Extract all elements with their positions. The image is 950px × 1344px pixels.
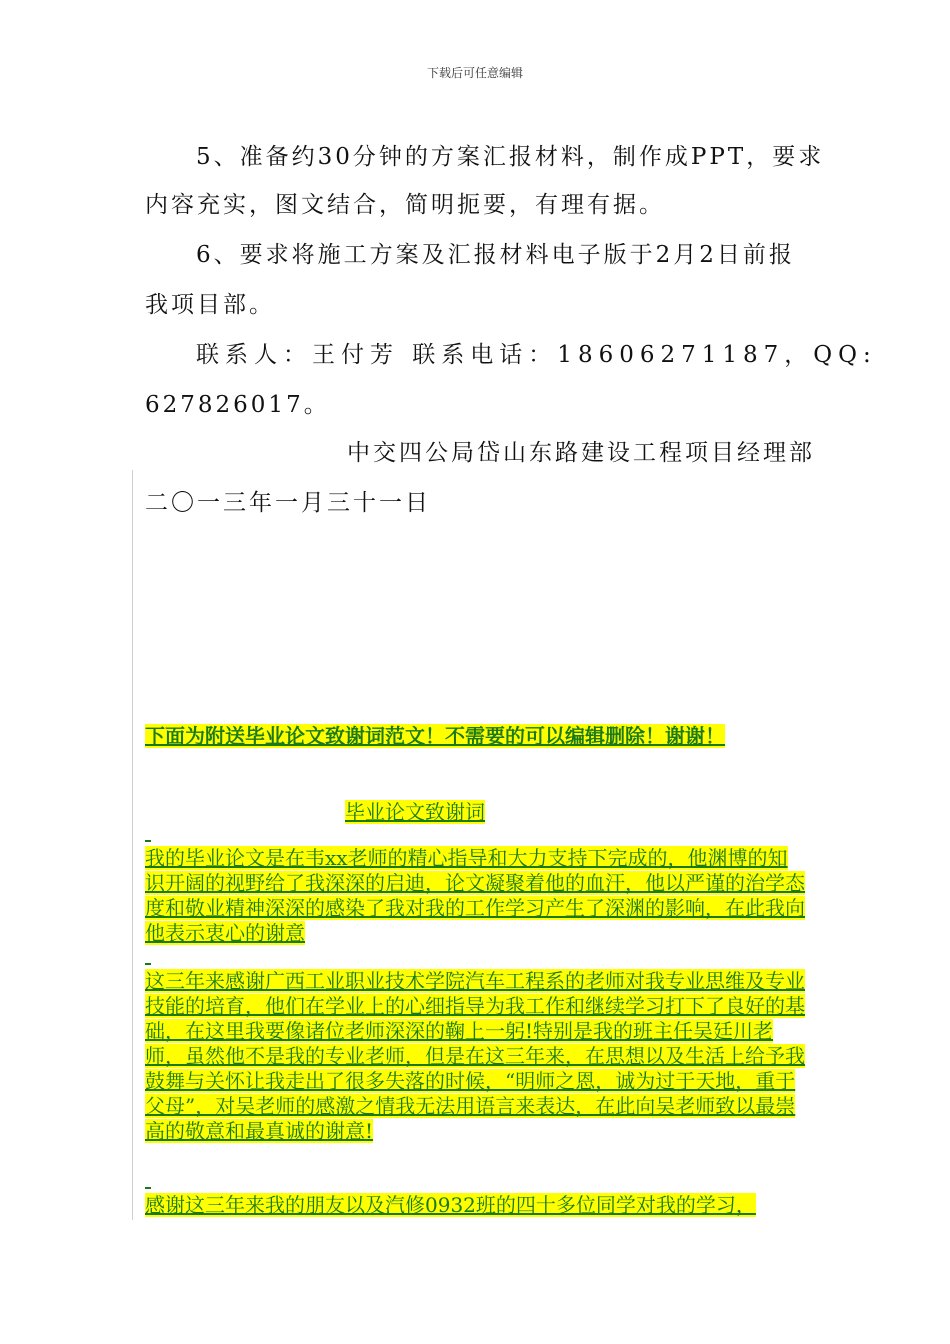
body-line-3: 6、要求将施工方案及汇报材料电子版于2月2日前报 <box>196 242 795 268</box>
body-line-4: 我项目部。 <box>145 292 275 318</box>
thanks-title-text: 毕业论文致谢词 <box>345 800 485 824</box>
thanks-paragraph-1 <box>145 846 807 946</box>
margin-rule <box>132 470 133 1220</box>
body-line-2: 内容充实，图文结合，简明扼要，有理有据。 <box>145 192 665 218</box>
contact-qq-line: 627826017。 <box>145 392 330 418</box>
paragraph-marker <box>145 1187 151 1189</box>
contact-line: 联系人：王付芳 联系电话：18606271187，QQ: <box>196 342 877 368</box>
page-header: 下载后可任意编辑 <box>426 66 523 80</box>
thanks-title <box>345 796 485 825</box>
thanks-paragraph-3-text: 感谢这三年来我的朋友以及汽修0932班的四十多位同学对我的学习， <box>145 1193 756 1217</box>
paragraph-marker <box>145 840 151 842</box>
body-line-1: 5、准备约30分钟的方案汇报材料，制作成PPT，要求 <box>196 144 825 170</box>
thanks-paragraph-2 <box>145 969 807 1144</box>
signature-date: 二〇一三年一月三十一日 <box>145 490 431 516</box>
thanks-paragraph-2-text: 这三年来感谢广西工业职业技术学院汽车工程系的老师对我专业思维及专业技能的培育，他们在学业上的心细指导为我工作和继续学习打下了良好的基础，在这里我要像诸位老师深深的鞠上一躬!特别是我的班主任吴廷川老师，虽然他不是我的专业老师，但是在这三年来，在思想以及生活上给予我鼓舞与关怀让我走出了很多失落的时候，“明师之恩，诚为过于天地，重于父母”，对吴老师的感激之情我无法用语言来表达，在此向吴老师致以最崇高的敬意和最真诚的谢意! <box>145 969 805 1143</box>
thanks-paragraph-3 <box>145 1193 807 1218</box>
paragraph-marker <box>145 963 151 965</box>
thanks-paragraph-1-text: 我的毕业论文是在韦xx老师的精心指导和大力支持下完成的，他渊博的知识开阔的视野给了我深深的启迪，论文凝聚着他的血汗，他以严谨的治学态度和敬业精神深深的感染了我对我的工作学习产生了深渊的影响，在此我向他表示衷心的谢意 <box>145 846 805 945</box>
signature-organization: 中交四公局岱山东路建设工程项目经理部 <box>347 440 815 466</box>
appendix-note-text: 下面为附送毕业论文致谢词范文！不需要的可以编辑删除！谢谢！ <box>145 724 725 748</box>
appendix-note <box>145 720 725 749</box>
